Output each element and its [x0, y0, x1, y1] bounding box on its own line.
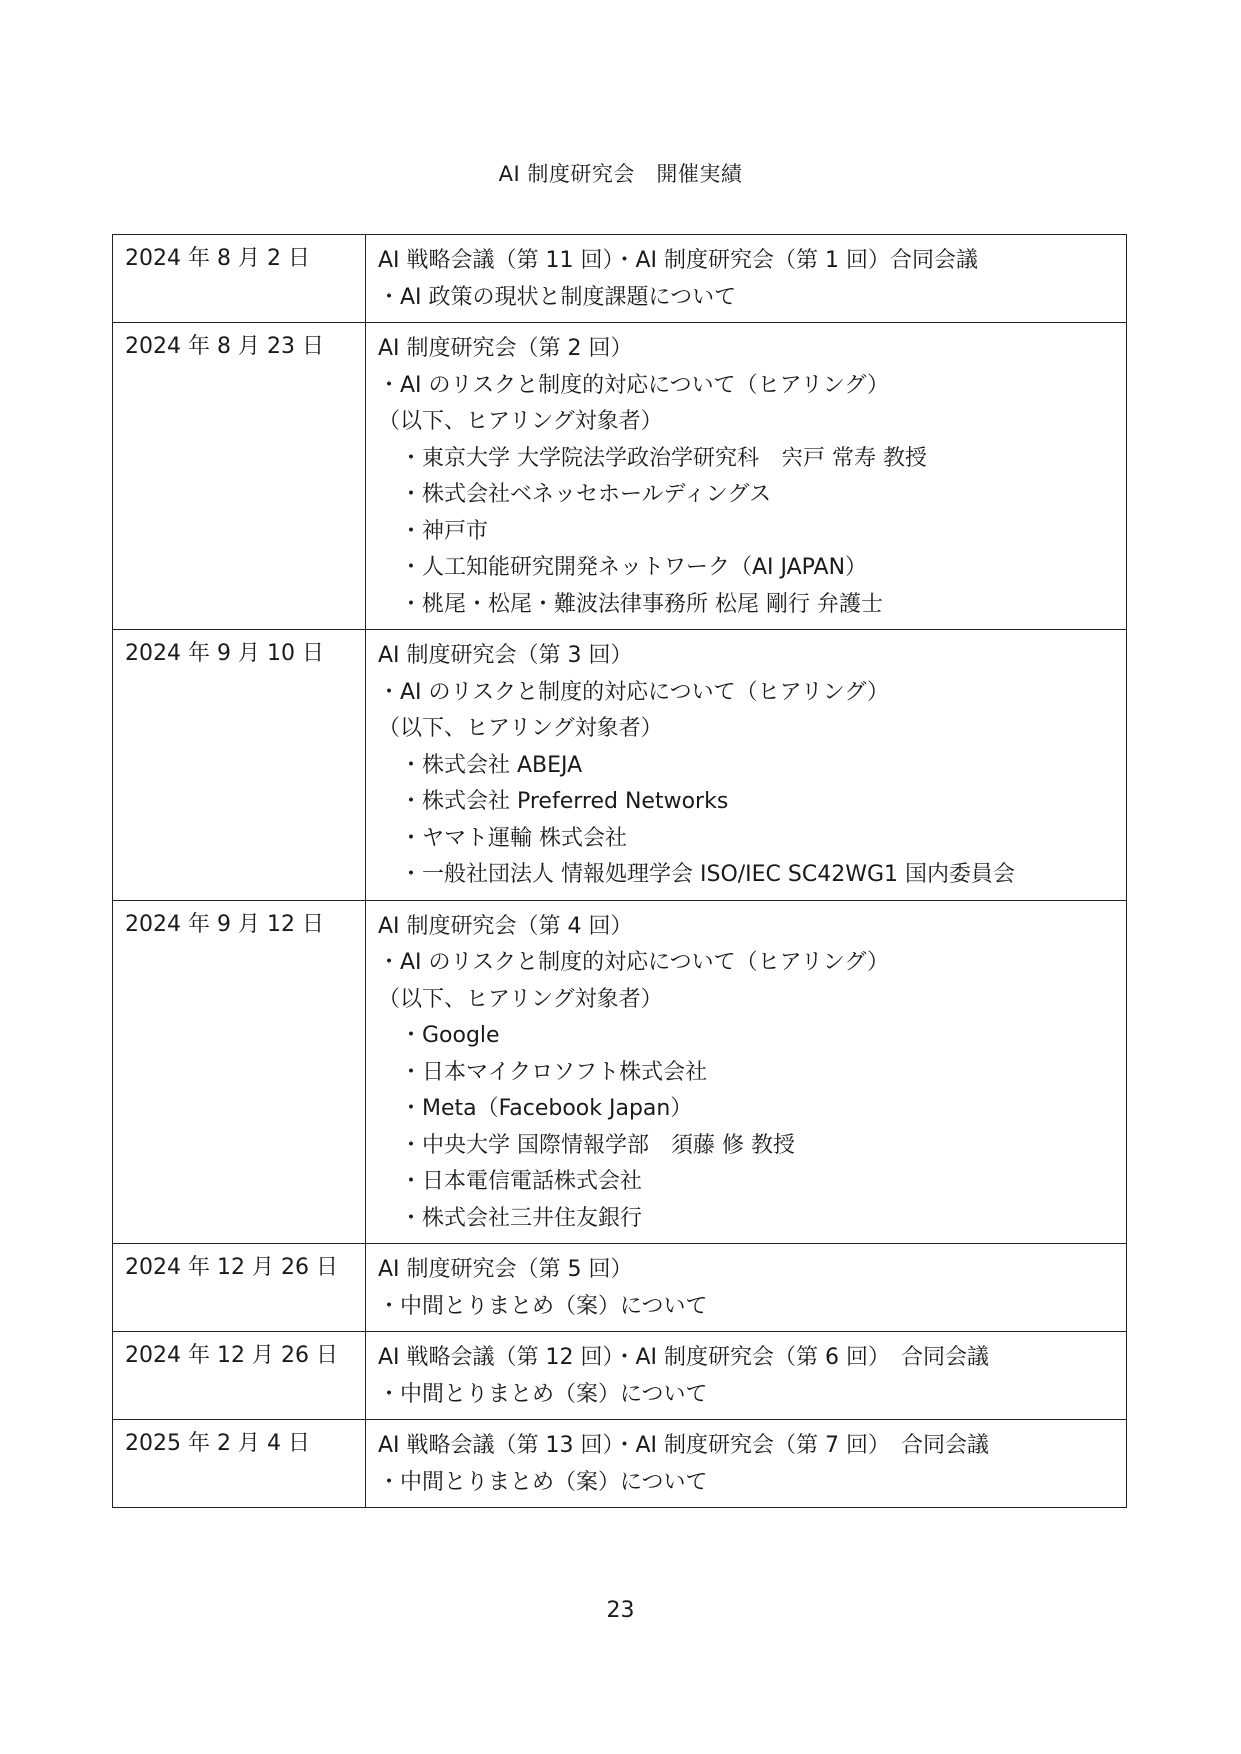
page-number: 23 [606, 1598, 635, 1623]
hearing-participant: ・桃尾・松尾・難波法律事務所 松尾 剛行 弁護士 [400, 591, 883, 617]
meeting-content-cell [366, 1332, 1127, 1420]
agenda-line: ・AI のリスクと制度的対応について（ヒアリング） [378, 950, 889, 975]
hearing-participant: ・日本マイクロソフト株式会社 [400, 1059, 708, 1085]
agenda-line: ・AI 政策の現状と制度課題について [378, 284, 737, 310]
hearing-participant: ・株式会社 Preferred Networks [400, 789, 729, 814]
hearing-participant: ・株式会社 ABEJA [400, 752, 583, 778]
meeting-content-cell [366, 900, 1127, 1244]
meeting-date-cell: 2024 年 12 月 26 日 [113, 1244, 366, 1332]
meeting-name: AI 戦略会議（第 13 回）・AI 制度研究会（第 7 回） 合同会議 [378, 1433, 990, 1458]
table-row [113, 1420, 1127, 1508]
meeting-date-cell: 2025 年 2 月 4 日 [113, 1420, 366, 1508]
hearing-participant: ・中央大学 国際情報学部 須藤 修 教授 [400, 1132, 795, 1158]
agenda-line: ・AI のリスクと制度的対応について（ヒアリング） [378, 372, 889, 398]
hearing-participant: ・株式会社ベネッセホールディングス [400, 482, 772, 507]
meeting-name: AI 制度研究会（第 5 回） [378, 1257, 633, 1282]
meeting-content-cell [366, 323, 1127, 630]
hearing-participant: ・一般社団法人 情報処理学会 ISO/IEC SC42WG1 国内委員会 [400, 862, 1016, 887]
hearing-participant: ・ヤマト運輸 株式会社 [400, 825, 627, 851]
meeting-content-cell [366, 235, 1127, 323]
meeting-content-cell [366, 1244, 1127, 1332]
meeting-date-cell: 2024 年 9 月 10 日 [113, 630, 366, 901]
hearing-participant: ・Google [400, 1023, 500, 1048]
table-row [113, 1244, 1127, 1332]
page-title: AI 制度研究会 開催実績 [498, 162, 743, 186]
meeting-name: AI 制度研究会（第 3 回） [378, 643, 633, 668]
schedule-table-body [113, 235, 1127, 1508]
meeting-date-cell: 2024 年 9 月 12 日 [113, 900, 366, 1244]
meeting-content-cell [366, 1420, 1127, 1508]
agenda-line: ・AI のリスクと制度的対応について（ヒアリング） [378, 679, 889, 705]
meeting-name: AI 制度研究会（第 2 回） [378, 336, 633, 361]
table-row [113, 900, 1127, 1244]
hearing-participant: ・Meta（Facebook Japan） [400, 1096, 693, 1121]
meeting-date-cell: 2024 年 12 月 26 日 [113, 1332, 366, 1420]
hearing-participant: ・神戸市 [400, 518, 489, 544]
meeting-content-cell [366, 630, 1127, 901]
agenda-line: （以下、ヒアリング対象者） [378, 716, 663, 741]
agenda-line: （以下、ヒアリング対象者） [378, 409, 663, 434]
meeting-name: AI 制度研究会（第 4 回） [378, 913, 633, 939]
table-row [113, 1332, 1127, 1420]
meeting-schedule-table [112, 234, 1127, 1508]
meeting-name: AI 戦略会議（第 11 回）・AI 制度研究会（第 1 回）合同会議 [378, 248, 979, 273]
table-row [113, 630, 1127, 901]
hearing-participant: ・人工知能研究開発ネットワーク（AI JAPAN） [400, 555, 868, 580]
agenda-line: ・中間とりまとめ（案）について [378, 1293, 708, 1319]
meeting-date-cell: 2024 年 8 月 23 日 [113, 323, 366, 630]
hearing-participant: ・株式会社三井住友銀行 [400, 1205, 643, 1231]
agenda-line: ・中間とりまとめ（案）について [378, 1469, 708, 1495]
agenda-line: （以下、ヒアリング対象者） [378, 986, 663, 1012]
hearing-participant: ・日本電信電話株式会社 [400, 1169, 643, 1194]
agenda-line: ・中間とりまとめ（案）について [378, 1381, 708, 1407]
table-row [113, 235, 1127, 323]
meeting-name: AI 戦略会議（第 12 回）・AI 制度研究会（第 6 回） 合同会議 [378, 1345, 990, 1370]
meeting-date-cell: 2024 年 8 月 2 日 [113, 235, 366, 323]
hearing-participant: ・東京大学 大学院法学政治学研究科 宍戸 常寿 教授 [400, 445, 927, 471]
table-row [113, 323, 1127, 630]
